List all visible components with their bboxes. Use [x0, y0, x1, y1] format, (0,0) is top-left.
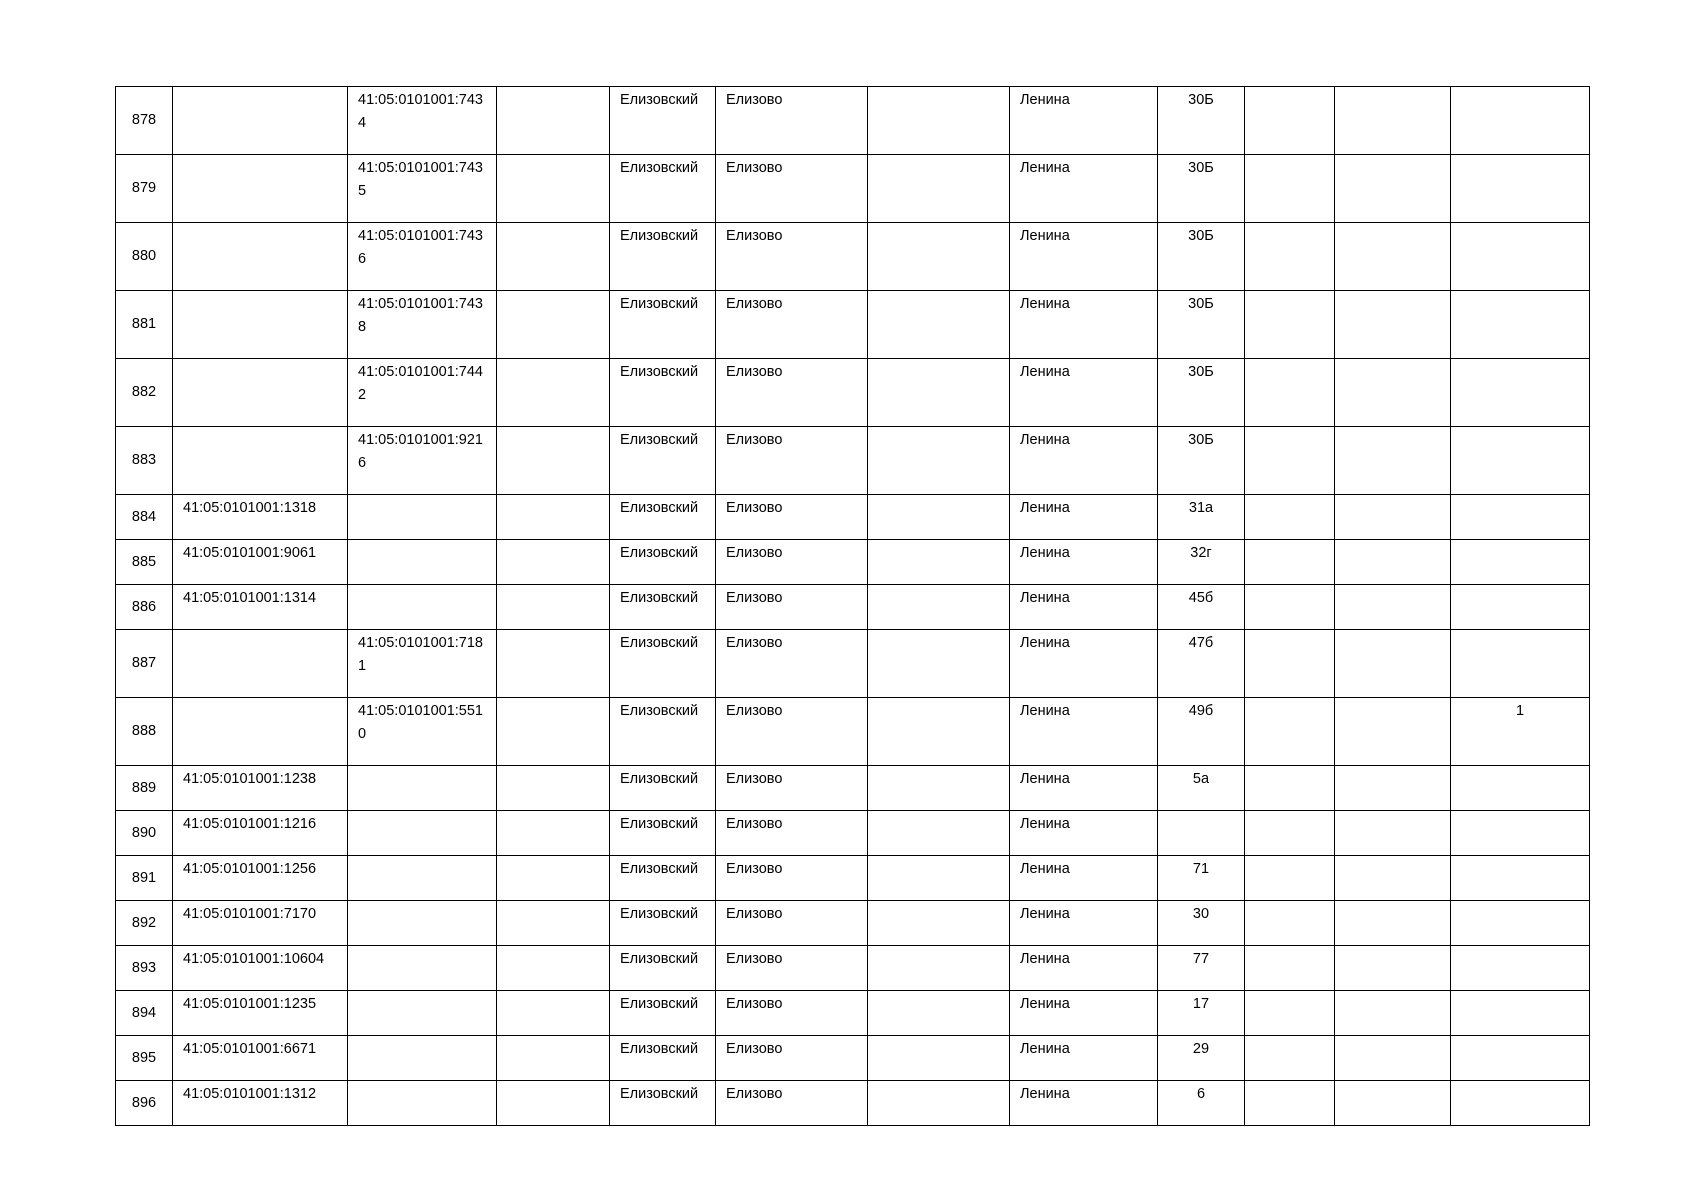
street-cell: Ленина — [1010, 811, 1158, 856]
table-row — [116, 359, 1590, 427]
empty-cell-11 — [1335, 155, 1451, 223]
row-number: 894 — [116, 991, 173, 1036]
cadastral-number-building-cell — [348, 1036, 497, 1081]
empty-cell-7 — [868, 991, 1010, 1036]
empty-cell-11 — [1335, 630, 1451, 698]
street-cell: Ленина — [1010, 359, 1158, 427]
empty-cell-10 — [1245, 698, 1335, 766]
empty-cell-7 — [868, 540, 1010, 585]
cadastral-number-building-cell: 41:05:0101001:7434 — [348, 87, 497, 155]
city-cell: Елизово — [716, 359, 868, 427]
empty-cell-10 — [1245, 1081, 1335, 1126]
table-row — [116, 991, 1590, 1036]
house-number-cell: 77 — [1158, 946, 1245, 991]
district-cell: Елизовский — [610, 427, 716, 495]
empty-cell-10 — [1245, 630, 1335, 698]
empty-cell-11 — [1335, 495, 1451, 540]
house-number-cell: 45б — [1158, 585, 1245, 630]
empty-cell-4 — [497, 901, 610, 946]
empty-cell-11 — [1335, 698, 1451, 766]
row-number: 891 — [116, 856, 173, 901]
empty-cell-11 — [1335, 901, 1451, 946]
city-cell: Елизово — [716, 223, 868, 291]
empty-cell-10 — [1245, 495, 1335, 540]
cadastral-number-cell — [173, 291, 348, 359]
cadastral-number-building-cell — [348, 856, 497, 901]
cadastral-number-cell: 41:05:0101001:1318 — [173, 495, 348, 540]
cadastral-number-building-cell — [348, 540, 497, 585]
district-cell: Елизовский — [610, 946, 716, 991]
district-cell: Елизовский — [610, 223, 716, 291]
empty-cell-11 — [1335, 427, 1451, 495]
empty-cell-10 — [1245, 901, 1335, 946]
cadastral-number-cell: 41:05:0101001:9061 — [173, 540, 348, 585]
district-cell: Елизовский — [610, 87, 716, 155]
count-cell — [1451, 856, 1590, 901]
street-cell: Ленина — [1010, 766, 1158, 811]
district-cell: Елизовский — [610, 585, 716, 630]
house-number-cell: 30 — [1158, 901, 1245, 946]
empty-cell-11 — [1335, 87, 1451, 155]
street-cell: Ленина — [1010, 1081, 1158, 1126]
count-cell — [1451, 155, 1590, 223]
city-cell: Елизово — [716, 811, 868, 856]
cadastral-number-building-cell — [348, 811, 497, 856]
empty-cell-4 — [497, 540, 610, 585]
table-row — [116, 630, 1590, 698]
street-cell: Ленина — [1010, 155, 1158, 223]
empty-cell-10 — [1245, 991, 1335, 1036]
empty-cell-7 — [868, 427, 1010, 495]
count-cell — [1451, 495, 1590, 540]
district-cell: Елизовский — [610, 766, 716, 811]
street-cell: Ленина — [1010, 540, 1158, 585]
table-row — [116, 1036, 1590, 1081]
table-row — [116, 1081, 1590, 1126]
cadastral-number-cell: 41:05:0101001:1238 — [173, 766, 348, 811]
cadastral-number-cell — [173, 87, 348, 155]
house-number-cell: 29 — [1158, 1036, 1245, 1081]
row-number: 893 — [116, 946, 173, 991]
empty-cell-10 — [1245, 766, 1335, 811]
empty-cell-11 — [1335, 991, 1451, 1036]
empty-cell-11 — [1335, 811, 1451, 856]
row-number: 883 — [116, 427, 173, 495]
empty-cell-4 — [497, 585, 610, 630]
empty-cell-7 — [868, 698, 1010, 766]
house-number-cell: 30Б — [1158, 359, 1245, 427]
empty-cell-11 — [1335, 856, 1451, 901]
district-cell: Елизовский — [610, 698, 716, 766]
row-number: 878 — [116, 87, 173, 155]
empty-cell-7 — [868, 495, 1010, 540]
empty-cell-10 — [1245, 359, 1335, 427]
count-cell — [1451, 223, 1590, 291]
street-cell: Ленина — [1010, 1036, 1158, 1081]
empty-cell-4 — [497, 495, 610, 540]
row-number: 880 — [116, 223, 173, 291]
count-cell — [1451, 630, 1590, 698]
empty-cell-11 — [1335, 1036, 1451, 1081]
cadastral-number-cell: 41:05:0101001:6671 — [173, 1036, 348, 1081]
cadastral-number-cell: 41:05:0101001:10604 — [173, 946, 348, 991]
empty-cell-4 — [497, 1081, 610, 1126]
empty-cell-11 — [1335, 540, 1451, 585]
empty-cell-7 — [868, 946, 1010, 991]
empty-cell-4 — [497, 811, 610, 856]
district-cell: Елизовский — [610, 1036, 716, 1081]
cadastral-number-building-cell: 41:05:0101001:7438 — [348, 291, 497, 359]
table-row — [116, 155, 1590, 223]
empty-cell-11 — [1335, 946, 1451, 991]
city-cell: Елизово — [716, 766, 868, 811]
table-row — [116, 427, 1590, 495]
empty-cell-4 — [497, 946, 610, 991]
table-row — [116, 766, 1590, 811]
count-cell — [1451, 291, 1590, 359]
empty-cell-4 — [497, 766, 610, 811]
registry-table — [115, 86, 1590, 1126]
district-cell: Елизовский — [610, 1081, 716, 1126]
district-cell: Елизовский — [610, 359, 716, 427]
cadastral-number-cell — [173, 359, 348, 427]
district-cell: Елизовский — [610, 811, 716, 856]
empty-cell-10 — [1245, 811, 1335, 856]
cadastral-number-cell — [173, 427, 348, 495]
empty-cell-4 — [497, 223, 610, 291]
street-cell: Ленина — [1010, 427, 1158, 495]
city-cell: Елизово — [716, 991, 868, 1036]
row-number: 884 — [116, 495, 173, 540]
empty-cell-7 — [868, 630, 1010, 698]
empty-cell-10 — [1245, 223, 1335, 291]
district-cell: Елизовский — [610, 991, 716, 1036]
empty-cell-10 — [1245, 155, 1335, 223]
cadastral-number-building-cell: 41:05:0101001:5510 — [348, 698, 497, 766]
empty-cell-4 — [497, 291, 610, 359]
empty-cell-4 — [497, 991, 610, 1036]
empty-cell-11 — [1335, 223, 1451, 291]
house-number-cell: 49б — [1158, 698, 1245, 766]
empty-cell-4 — [497, 359, 610, 427]
table-row — [116, 585, 1590, 630]
cadastral-number-cell: 41:05:0101001:7170 — [173, 901, 348, 946]
row-number: 888 — [116, 698, 173, 766]
cadastral-number-building-cell: 41:05:0101001:7435 — [348, 155, 497, 223]
city-cell: Елизово — [716, 1081, 868, 1126]
cadastral-number-cell: 41:05:0101001:1216 — [173, 811, 348, 856]
row-number: 889 — [116, 766, 173, 811]
house-number-cell: 71 — [1158, 856, 1245, 901]
cadastral-number-cell: 41:05:0101001:1235 — [173, 991, 348, 1036]
city-cell: Елизово — [716, 946, 868, 991]
count-cell: 1 — [1451, 698, 1590, 766]
count-cell — [1451, 1081, 1590, 1126]
house-number-cell: 30Б — [1158, 155, 1245, 223]
empty-cell-10 — [1245, 585, 1335, 630]
cadastral-number-building-cell: 41:05:0101001:7436 — [348, 223, 497, 291]
street-cell: Ленина — [1010, 291, 1158, 359]
count-cell — [1451, 585, 1590, 630]
street-cell: Ленина — [1010, 991, 1158, 1036]
empty-cell-11 — [1335, 766, 1451, 811]
cadastral-number-cell — [173, 155, 348, 223]
cadastral-number-cell — [173, 223, 348, 291]
cadastral-number-building-cell — [348, 585, 497, 630]
empty-cell-7 — [868, 223, 1010, 291]
city-cell: Елизово — [716, 155, 868, 223]
cadastral-number-cell: 41:05:0101001:1312 — [173, 1081, 348, 1126]
house-number-cell: 30Б — [1158, 427, 1245, 495]
district-cell: Елизовский — [610, 540, 716, 585]
row-number: 887 — [116, 630, 173, 698]
table-row — [116, 495, 1590, 540]
city-cell: Елизово — [716, 585, 868, 630]
house-number-cell: 6 — [1158, 1081, 1245, 1126]
table-row — [116, 87, 1590, 155]
empty-cell-7 — [868, 291, 1010, 359]
street-cell: Ленина — [1010, 87, 1158, 155]
house-number-cell: 30Б — [1158, 291, 1245, 359]
empty-cell-4 — [497, 856, 610, 901]
table-row — [116, 856, 1590, 901]
cadastral-number-building-cell — [348, 1081, 497, 1126]
count-cell — [1451, 991, 1590, 1036]
district-cell: Елизовский — [610, 291, 716, 359]
count-cell — [1451, 540, 1590, 585]
district-cell: Елизовский — [610, 155, 716, 223]
empty-cell-11 — [1335, 359, 1451, 427]
empty-cell-4 — [497, 427, 610, 495]
cadastral-number-cell: 41:05:0101001:1256 — [173, 856, 348, 901]
cadastral-number-building-cell: 41:05:0101001:9216 — [348, 427, 497, 495]
house-number-cell — [1158, 811, 1245, 856]
street-cell: Ленина — [1010, 946, 1158, 991]
city-cell: Елизово — [716, 698, 868, 766]
empty-cell-4 — [497, 698, 610, 766]
table-row — [116, 811, 1590, 856]
count-cell — [1451, 901, 1590, 946]
street-cell: Ленина — [1010, 901, 1158, 946]
empty-cell-7 — [868, 87, 1010, 155]
empty-cell-7 — [868, 585, 1010, 630]
empty-cell-7 — [868, 856, 1010, 901]
cadastral-number-building-cell — [348, 766, 497, 811]
row-number: 890 — [116, 811, 173, 856]
district-cell: Елизовский — [610, 630, 716, 698]
street-cell: Ленина — [1010, 630, 1158, 698]
district-cell: Елизовский — [610, 495, 716, 540]
row-number: 896 — [116, 1081, 173, 1126]
empty-cell-4 — [497, 155, 610, 223]
house-number-cell: 31а — [1158, 495, 1245, 540]
row-number: 881 — [116, 291, 173, 359]
empty-cell-7 — [868, 766, 1010, 811]
empty-cell-7 — [868, 811, 1010, 856]
street-cell: Ленина — [1010, 585, 1158, 630]
cadastral-number-building-cell — [348, 946, 497, 991]
empty-cell-11 — [1335, 291, 1451, 359]
city-cell: Елизово — [716, 540, 868, 585]
house-number-cell: 32г — [1158, 540, 1245, 585]
cadastral-number-cell — [173, 698, 348, 766]
cadastral-number-building-cell: 41:05:0101001:7181 — [348, 630, 497, 698]
empty-cell-7 — [868, 1036, 1010, 1081]
empty-cell-10 — [1245, 1036, 1335, 1081]
empty-cell-10 — [1245, 291, 1335, 359]
empty-cell-4 — [497, 630, 610, 698]
cadastral-number-building-cell: 41:05:0101001:7442 — [348, 359, 497, 427]
city-cell: Елизово — [716, 1036, 868, 1081]
city-cell: Елизово — [716, 87, 868, 155]
house-number-cell: 5а — [1158, 766, 1245, 811]
street-cell: Ленина — [1010, 495, 1158, 540]
table-row — [116, 946, 1590, 991]
row-number: 879 — [116, 155, 173, 223]
city-cell: Елизово — [716, 291, 868, 359]
empty-cell-10 — [1245, 540, 1335, 585]
row-number: 882 — [116, 359, 173, 427]
empty-cell-7 — [868, 1081, 1010, 1126]
city-cell: Елизово — [716, 427, 868, 495]
empty-cell-11 — [1335, 1081, 1451, 1126]
house-number-cell: 17 — [1158, 991, 1245, 1036]
cadastral-number-cell — [173, 630, 348, 698]
city-cell: Елизово — [716, 495, 868, 540]
street-cell: Ленина — [1010, 223, 1158, 291]
empty-cell-4 — [497, 1036, 610, 1081]
house-number-cell: 30Б — [1158, 87, 1245, 155]
count-cell — [1451, 87, 1590, 155]
empty-cell-10 — [1245, 946, 1335, 991]
city-cell: Елизово — [716, 630, 868, 698]
row-number: 885 — [116, 540, 173, 585]
table-row — [116, 901, 1590, 946]
table-row — [116, 291, 1590, 359]
cadastral-number-building-cell — [348, 901, 497, 946]
empty-cell-7 — [868, 359, 1010, 427]
house-number-cell: 47б — [1158, 630, 1245, 698]
house-number-cell: 30Б — [1158, 223, 1245, 291]
empty-cell-10 — [1245, 427, 1335, 495]
table-row — [116, 698, 1590, 766]
table-row — [116, 223, 1590, 291]
empty-cell-4 — [497, 87, 610, 155]
count-cell — [1451, 427, 1590, 495]
row-number: 886 — [116, 585, 173, 630]
empty-cell-11 — [1335, 585, 1451, 630]
empty-cell-7 — [868, 901, 1010, 946]
district-cell: Елизовский — [610, 856, 716, 901]
district-cell: Елизовский — [610, 901, 716, 946]
table-row — [116, 540, 1590, 585]
city-cell: Елизово — [716, 901, 868, 946]
empty-cell-10 — [1245, 856, 1335, 901]
row-number: 895 — [116, 1036, 173, 1081]
count-cell — [1451, 1036, 1590, 1081]
empty-cell-10 — [1245, 87, 1335, 155]
street-cell: Ленина — [1010, 698, 1158, 766]
street-cell: Ленина — [1010, 856, 1158, 901]
cadastral-number-building-cell — [348, 495, 497, 540]
city-cell: Елизово — [716, 856, 868, 901]
row-number: 892 — [116, 901, 173, 946]
cadastral-number-cell: 41:05:0101001:1314 — [173, 585, 348, 630]
cadastral-number-building-cell — [348, 991, 497, 1036]
count-cell — [1451, 359, 1590, 427]
count-cell — [1451, 811, 1590, 856]
count-cell — [1451, 946, 1590, 991]
count-cell — [1451, 766, 1590, 811]
empty-cell-7 — [868, 155, 1010, 223]
registry-rows — [116, 87, 1590, 1126]
